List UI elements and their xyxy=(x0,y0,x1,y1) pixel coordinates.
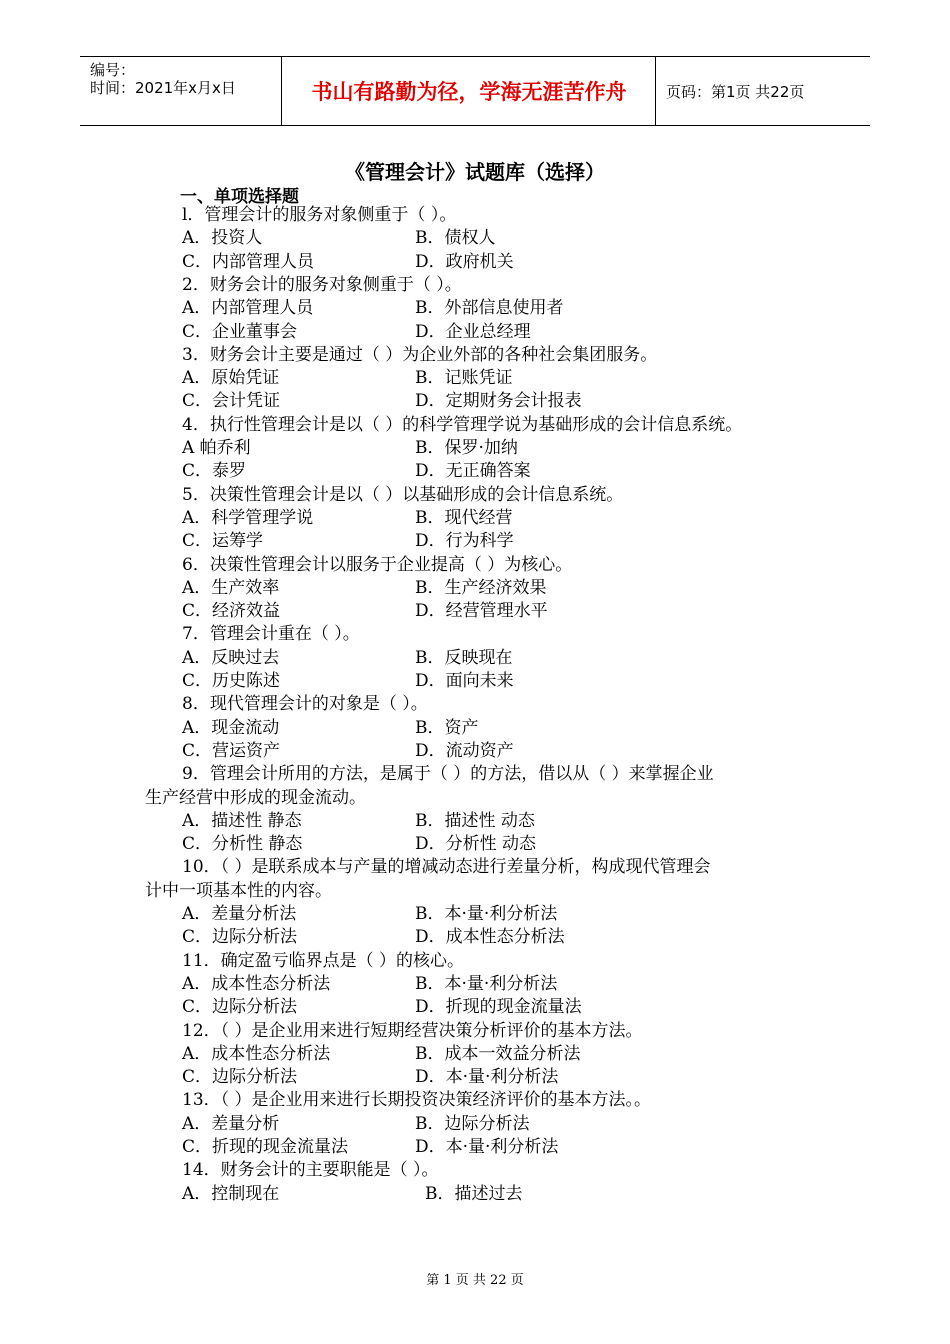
answer-option: A．描述性 静态 xyxy=(182,810,302,831)
answer-option: B．反映现在 xyxy=(415,647,513,668)
answer-option: C．内部管理人员 xyxy=(182,251,315,272)
answer-option: C．历史陈述 xyxy=(182,671,281,691)
doc-number-label: 编号： xyxy=(90,61,136,79)
question-stem: 5．决策性管理会计是以（ ）以基础形成的会计信息系统。 xyxy=(182,484,624,505)
answer-option: A．现金流动 xyxy=(182,717,280,738)
document-title: 《管理会计》试题库（选择） xyxy=(345,160,605,184)
answer-option: A．生产效率 xyxy=(182,577,280,598)
answer-option: C．边际分析法 xyxy=(182,997,298,1018)
question-stem: 2．财务会计的服务对象侧重于（ ）。 xyxy=(182,274,462,295)
answer-option: A．投资人 xyxy=(182,228,263,249)
answer-option: A．差量分析 xyxy=(182,1113,280,1134)
answer-option: A．成本性态分析法 xyxy=(182,1043,331,1064)
answer-option: A．科学管理学说 xyxy=(182,507,314,528)
answer-option: C．边际分析法 xyxy=(182,1067,298,1088)
header-motto: 书山有路勤为径，学海无涯苦作舟 xyxy=(283,57,656,125)
answer-option: C．经济效益 xyxy=(182,601,281,622)
answer-option: C．营运资产 xyxy=(182,740,281,761)
answer-option: B．本·量·利分析法 xyxy=(415,904,558,924)
question-stem: 8．现代管理会计的对象是（ ）。 xyxy=(182,694,428,715)
question-stem: 9．管理会计所用的方法，是属于（ ）的方法，借以从（ ）来掌握企业 xyxy=(182,764,714,785)
answer-option: B．边际分析法 xyxy=(415,1113,530,1134)
answer-option: D．面向未来 xyxy=(415,671,514,691)
answer-option: B．外部信息使用者 xyxy=(415,298,564,319)
question-stem: 7．管理会计重在（ ）。 xyxy=(182,624,360,645)
answer-option: B．成本一效益分析法 xyxy=(415,1043,581,1064)
answer-option: D．经营管理水平 xyxy=(415,601,548,622)
question-stem: 12．（ ）是企业用来进行短期经营决策分析评价的基本方法。 xyxy=(182,1020,643,1041)
answer-option: B．本·量·利分析法 xyxy=(415,973,558,994)
answer-option: B．债权人 xyxy=(415,228,496,249)
answer-option: B．记账凭证 xyxy=(415,368,513,389)
question-stem: 13．（ ）是企业用来进行长期投资决策经济评价的基本方法。。 xyxy=(182,1090,652,1111)
header-table xyxy=(80,56,870,126)
question-stem: 计中一项基本性的内容。 xyxy=(145,880,332,901)
answer-option: C．折现的现金流量法 xyxy=(182,1137,349,1157)
answer-option: C．会计凭证 xyxy=(182,391,281,412)
answer-option: D．本·量·利分析法 xyxy=(415,1137,559,1157)
answer-option: D．本·量·利分析法 xyxy=(415,1067,559,1088)
answer-option: D．成本性态分析法 xyxy=(415,927,565,948)
answer-option: B．资产 xyxy=(415,717,479,738)
answer-option: D．无正确答案 xyxy=(415,461,531,482)
answer-option: D．定期财务会计报表 xyxy=(415,391,582,412)
answer-option: A．控制现在 xyxy=(182,1183,280,1204)
doc-time-label: 时间：2021年x月x日 xyxy=(90,79,236,97)
answer-option: D．分析性 动态 xyxy=(415,834,537,855)
answer-option: B．描述过去 xyxy=(425,1183,523,1204)
answer-option: A．差量分析法 xyxy=(182,904,297,924)
question-stem: 6．决策性管理会计以服务于企业提高（ ）为核心。 xyxy=(182,554,573,575)
page-footer: 第 1 页 共 22 页 xyxy=(426,1273,524,1288)
answer-option: A．内部管理人员 xyxy=(182,298,314,319)
answer-option: C．泰罗 xyxy=(182,461,247,482)
question-stem: 4．执行性管理会计是以（ ）的科学管理学说为基础形成的会计信息系统。 xyxy=(182,414,743,435)
answer-option: A．原始凭证 xyxy=(182,368,280,389)
question-stem: 生产经营中形成的现金流动。 xyxy=(145,787,366,808)
header-left-cell xyxy=(80,57,282,125)
question-stem: 11．确定盈亏临界点是（ ）的核心。 xyxy=(182,950,465,971)
header-page-label: 页码：第1页 共22页 xyxy=(666,82,805,101)
answer-option: D．企业总经理 xyxy=(415,321,531,342)
answer-option: A．成本性态分析法 xyxy=(182,973,331,994)
answer-option: B．生产经济效果 xyxy=(415,577,547,598)
answer-option: D．折现的现金流量法 xyxy=(415,997,582,1018)
answer-option: A．反映过去 xyxy=(182,647,280,668)
answer-option: B．描述性 动态 xyxy=(415,810,535,831)
question-stem: 3．财务会计主要是通过（ ）为企业外部的各种社会集团服务。 xyxy=(182,344,658,365)
answer-option: C．运筹学 xyxy=(182,531,264,552)
question-stem: 10．（ ）是联系成本与产量的增减动态进行差量分析，构成现代管理会 xyxy=(182,857,711,878)
answer-option: D．行为科学 xyxy=(415,531,514,552)
question-stem: 14．财务会计的主要职能是（ ）。 xyxy=(182,1160,439,1181)
answer-option: B．保罗·加纳 xyxy=(415,438,518,458)
answer-option: B．现代经营 xyxy=(415,507,513,528)
section-heading: 一、单项选择题 xyxy=(180,187,299,207)
answer-option: D．流动资产 xyxy=(415,740,514,761)
answer-option: A 帕乔利 xyxy=(182,438,251,458)
answer-option: C．边际分析法 xyxy=(182,927,298,948)
question-stem: l．管理会计的服务对象侧重于（ ）。 xyxy=(182,205,457,225)
answer-option: C．分析性 静态 xyxy=(182,834,303,855)
answer-option: C．企业董事会 xyxy=(182,321,298,342)
answer-option: D．政府机关 xyxy=(415,251,514,272)
